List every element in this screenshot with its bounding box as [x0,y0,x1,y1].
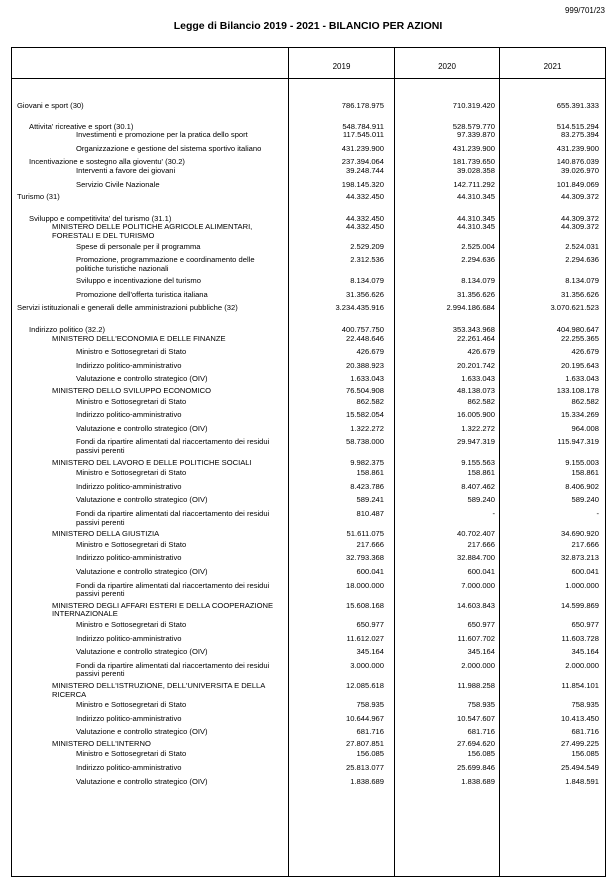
value-2020: 31.356.626 [456,289,495,299]
row-label: Valutazione e controllo strategico (OIV) [76,423,208,433]
value-2020: 44.310.345 [456,192,495,202]
row-label: Valutazione e controllo strategico (OIV) [76,495,208,505]
row-label: Attivita' ricreative e sport (30.1) [29,121,134,131]
value-2021: 217.666 [571,539,599,549]
value-2021: 101.849.069 [556,179,599,189]
row-label: Promozione, programmazione e coordinamento delle politiche turistiche nazionali [76,255,255,273]
value-2019: 58.738.000 [345,437,384,447]
table-row [12,438,605,455]
table-row [12,291,605,300]
value-2021: 14.599.869 [560,600,599,610]
value-2021: 32.873.213 [560,553,599,563]
row-label: Giovani e sport (30) [17,101,84,110]
value-2021: 431.239.900 [556,143,599,153]
row-label: Indirizzo politico-amministrativo [76,763,182,773]
row-label: Valutazione e controllo strategico (OIV) [76,776,208,786]
value-2021: 115.947.319 [557,437,599,447]
value-2021: 650.977 [571,619,599,629]
row-label: Organizzazione e gestione del sistema sportivo italiano [76,143,262,153]
value-2019: 3.234.435.916 [335,302,384,312]
table-row [12,277,605,286]
row-label: Valutazione e controllo strategico (OIV) [76,647,208,657]
table-row [12,459,605,468]
value-2020: 40.702.407 [456,529,495,539]
value-2019: 758.935 [356,700,384,710]
value-2020: 20.201.742 [456,360,495,370]
value-2019: 20.388.923 [345,360,384,370]
row-label: MINISTERO DELLE POLITICHE AGRICOLE ALIMENTARI, FORESTALI E DEL TURISMO [52,222,253,240]
value-2021: 2.524.031 [565,241,599,251]
value-2019: 600.041 [356,566,384,576]
value-2021: 140.876.039 [556,157,599,167]
value-2020: 2.994.186.684 [446,302,495,312]
row-label: Valutazione e controllo strategico (OIV) [76,727,208,737]
row-label: MINISTERO DEGLI AFFARI ESTERI E DELLA COOPERAZIONE INTERNAZIONALE [52,600,274,619]
value-2019: 786.178.975 [341,101,384,110]
table-row [12,582,605,599]
value-2020: 44.310.345 [456,222,495,232]
value-2019: 8.423.786 [350,481,384,491]
value-2020: 431.239.900 [452,143,495,153]
row-label: Valutazione e controllo strategico (OIV) [76,374,208,384]
value-2019: 217.666 [356,539,384,549]
year-header-2019: 2019 [332,62,351,71]
value-2021: - [596,509,599,518]
year-header-2021: 2021 [543,62,562,71]
value-2019: 1.838.689 [350,776,384,786]
value-2019: 12.085.618 [345,680,384,690]
row-label: Ministro e Sottosegretari di Stato [76,347,187,357]
document-reference: 999/701/23 [564,6,605,15]
row-label: Indirizzo politico-amministrativo [76,481,182,491]
value-2019: 31.356.626 [345,289,384,299]
row-label: Ministro e Sottosegretari di Stato [76,749,187,759]
row-label: MINISTERO DELLA GIUSTIZIA [52,529,160,539]
value-2019: 76.504.908 [345,386,384,396]
value-2020: 7.000.000 [461,580,495,590]
value-2019: 10.644.967 [345,713,384,723]
value-2020: 22.261.464 [456,333,495,343]
value-2019: 2.312.536 [350,255,384,265]
table-row [12,425,605,434]
table-row [12,496,605,505]
table-row [12,335,605,344]
row-label: Fondi da ripartire alimentati dal riaccertamento dei residui passivi perenti [76,660,270,679]
value-2020: 2.000.000 [461,660,495,670]
value-2019: 15.608.168 [345,600,384,610]
row-label: Promozione dell'offerta turistica italiana [76,289,208,299]
value-2019: 810.487 [356,509,384,518]
value-2021: 1.633.043 [565,374,599,384]
value-2021: 8.134.079 [565,276,599,286]
table-row [12,398,605,407]
value-2020: 589.240 [467,495,495,505]
value-2019: 237.394.064 [341,157,384,167]
row-label: Sviluppo e incentivazione del turismo [76,276,201,286]
table-row [12,530,605,539]
value-2019: 117.545.011 [342,130,384,140]
row-label: Turismo (31) [17,192,60,202]
table-row [12,348,605,357]
row-label: Indirizzo politico-amministrativo [76,633,182,643]
row-label: Sviluppo e competitivita' del turismo (31.1) [29,213,172,223]
value-2021: 31.356.626 [560,289,599,299]
value-2021: 22.255.365 [560,333,599,343]
value-2021: 404.980.647 [556,325,599,335]
row-label: Ministro e Sottosegretari di Stato [76,468,187,478]
value-2019: 32.793.368 [345,553,384,563]
value-2020: 44.310.345 [456,213,495,223]
value-2020: 9.155.563 [461,457,495,467]
row-label: MINISTERO DEL LAVORO E DELLE POLITICHE SOCIALI [52,457,252,467]
table-row [12,648,605,657]
table-row [12,764,605,773]
row-label: Indirizzo politico (32.2) [29,325,105,335]
table-row [12,621,605,630]
value-2021: 11.854.101 [561,680,599,690]
value-2019: 400.757.750 [341,325,384,335]
value-2019: 44.332.450 [345,192,384,202]
row-label: Ministro e Sottosegretari di Stato [76,396,187,406]
value-2021: 2.000.000 [565,660,599,670]
value-2020: 600.041 [467,566,495,576]
value-2021: 862.582 [571,396,599,406]
table-row [12,750,605,759]
row-label: MINISTERO DELL'ECONOMIA E DELLE FINANZE [52,333,226,343]
value-2021: 8.406.902 [565,481,599,491]
value-2020: 39.028.358 [456,165,495,175]
table-row [12,411,605,420]
row-label: Valutazione e controllo strategico (OIV) [76,566,208,576]
value-2021: 44.309.372 [560,192,599,202]
value-2021: 2.294.636 [565,255,599,265]
value-2019: 2.529.209 [350,241,384,251]
table-body [12,84,605,786]
value-2020: 10.547.607 [456,713,495,723]
table-row [12,167,605,176]
value-2019: 39.248.744 [345,165,384,175]
value-2020: 1.633.043 [461,374,495,384]
row-label: Indirizzo politico-amministrativo [76,713,182,723]
row-label: MINISTERO DELL'ISTRUZIONE, DELL'UNIVERSITA E DELLA RICERCA [52,680,265,699]
value-2019: 158.861 [356,468,384,478]
table-row [12,728,605,737]
value-2020: 528.579.770 [452,121,495,131]
value-2020: 16.005.900 [456,410,495,420]
value-2021: 156.085 [571,749,599,759]
value-2021: 1.000.000 [565,580,599,590]
value-2020: 426.679 [467,347,495,357]
header-divider [12,78,605,79]
row-label: Servizio Civile Nazionale [76,179,160,189]
value-2021: 1.848.591 [565,776,599,786]
value-2020: 8.134.079 [461,276,495,286]
value-2019: 22.448.646 [345,333,384,343]
table-row [12,510,605,527]
value-2019: 426.679 [356,347,384,357]
row-label: Ministro e Sottosegretari di Stato [76,619,187,629]
value-2020: 1.838.689 [461,776,495,786]
value-2020: 158.861 [467,468,495,478]
table-row [12,568,605,577]
value-2019: 25.813.077 [345,763,384,773]
value-2021: 158.861 [571,468,599,478]
table-row [12,715,605,724]
value-2019: 11.612.027 [346,633,384,643]
value-2021: 11.603.728 [561,633,599,643]
value-2020: 710.319.420 [452,101,495,110]
table-row [12,193,605,202]
value-2021: 44.309.372 [560,213,599,223]
row-label: Spese di personale per il programma [76,241,201,251]
value-2021: 83.275.394 [560,130,599,140]
table-row [12,243,605,252]
value-2019: 589.241 [356,495,384,505]
budget-table [11,47,606,877]
value-2021: 39.026.970 [560,165,599,175]
value-2021: 10.413.450 [560,713,599,723]
table-row [12,145,605,154]
value-2019: 650.977 [356,619,384,629]
value-2021: 655.391.333 [556,101,599,110]
value-2019: 681.716 [356,727,384,737]
table-row [12,662,605,679]
value-2021: 133.108.178 [556,386,599,396]
table-row [12,131,605,140]
value-2020: 217.666 [467,539,495,549]
table-row [12,740,605,749]
value-2020: 345.164 [467,647,495,657]
value-2020: 681.716 [467,727,495,737]
value-2019: 8.134.079 [350,276,384,286]
value-2019: 198.145.320 [341,179,384,189]
value-2019: 18.000.000 [345,580,384,590]
table-row [12,682,605,699]
value-2021: 34.690.920 [560,529,599,539]
value-2019: 15.582.054 [345,410,384,420]
table-row [12,635,605,644]
value-2021: 20.195.643 [560,360,599,370]
value-2021: 681.716 [571,727,599,737]
table-row [12,701,605,710]
value-2020: - [492,509,495,518]
value-2021: 25.494.549 [560,763,599,773]
value-2021: 964.008 [571,423,599,433]
table-row [12,541,605,550]
value-2020: 353.343.968 [452,325,495,335]
value-2019: 431.239.900 [341,143,384,153]
value-2021: 9.155.003 [565,457,599,467]
table-row [12,223,605,240]
row-label: Incentivazione e sostegno alla gioventu' (30.2) [29,157,185,167]
value-2019: 44.332.450 [345,213,384,223]
value-2019: 44.332.450 [345,222,384,232]
value-2019: 548.784.911 [342,121,384,131]
table-row [12,256,605,273]
table-row [12,483,605,492]
page-title: Legge di Bilancio 2019 - 2021 - BILANCIO PER AZIONI [173,20,443,32]
value-2021: 27.499.225 [560,738,599,748]
value-2019: 9.982.375 [350,457,384,467]
value-2020: 650.977 [467,619,495,629]
row-label: MINISTERO DELLO SVILUPPO ECONOMICO [52,386,212,396]
row-label: MINISTERO DELL'INTERNO [52,738,151,748]
row-label: Investimenti e promozione per la pratica dello sport [76,130,248,140]
value-2020: 1.322.272 [461,423,495,433]
value-2021: 44.309.372 [560,222,599,232]
value-2019: 156.085 [356,749,384,759]
value-2020: 142.711.292 [453,179,495,189]
value-2020: 156.085 [467,749,495,759]
value-2021: 345.164 [571,647,599,657]
value-2021: 758.935 [571,700,599,710]
row-label: Indirizzo politico-amministrativo [76,360,182,370]
value-2020: 27.694.620 [456,738,495,748]
value-2019: 1.322.272 [350,423,384,433]
value-2020: 29.947.319 [456,437,495,447]
year-header-2020: 2020 [438,62,456,71]
value-2020: 181.739.650 [452,157,495,167]
table-row [12,554,605,563]
value-2020: 11.988.258 [457,680,495,690]
row-label: Ministro e Sottosegretari di Stato [76,539,187,549]
value-2020: 48.138.073 [456,386,495,396]
table-row [12,102,605,111]
value-2020: 758.935 [467,700,495,710]
value-2019: 1.633.043 [350,374,384,384]
row-label: Fondi da ripartire alimentati dal riaccertamento dei residui passivi perenti [76,580,270,599]
row-label: Ministro e Sottosegretari di Stato [76,700,187,710]
value-2019: 27.807.851 [345,738,384,748]
value-2021: 426.679 [571,347,599,357]
row-label: Fondi da ripartire alimentati dal riaccertamento dei residui passivi perenti [76,509,270,527]
value-2020: 32.884.700 [456,553,495,563]
value-2020: 97.339.870 [456,130,495,140]
value-2020: 25.699.846 [456,763,495,773]
table-row [12,181,605,190]
table-row [12,469,605,478]
value-2021: 3.070.621.523 [550,302,599,312]
row-label: Interventi a favore dei giovani [76,165,176,175]
value-2019: 345.164 [356,647,384,657]
value-2019: 3.000.000 [350,660,384,670]
value-2020: 14.603.843 [456,600,495,610]
value-2019: 51.611.075 [346,529,384,539]
value-2021: 600.041 [571,566,599,576]
table-row [12,387,605,396]
value-2021: 589.240 [571,495,599,505]
table-row [12,362,605,371]
value-2020: 862.582 [467,396,495,406]
table-row [12,375,605,384]
row-label: Servizi istituzionali e generali delle amministrazioni pubbliche (32) [17,302,238,312]
table-row [12,778,605,787]
value-2019: 862.582 [356,396,384,406]
table-row [12,602,605,619]
value-2020: 2.525.004 [461,241,495,251]
value-2021: 15.334.269 [560,410,599,420]
row-label: Indirizzo politico-amministrativo [76,553,182,563]
value-2020: 2.294.636 [461,255,495,265]
table-row [12,304,605,313]
value-2021: 514.515.294 [556,121,599,131]
value-2020: 11.607.702 [457,633,495,643]
row-label: Fondi da ripartire alimentati dal riaccertamento dei residui passivi perenti [76,437,270,456]
value-2020: 8.407.462 [461,481,495,491]
row-label: Indirizzo politico-amministrativo [76,410,182,420]
